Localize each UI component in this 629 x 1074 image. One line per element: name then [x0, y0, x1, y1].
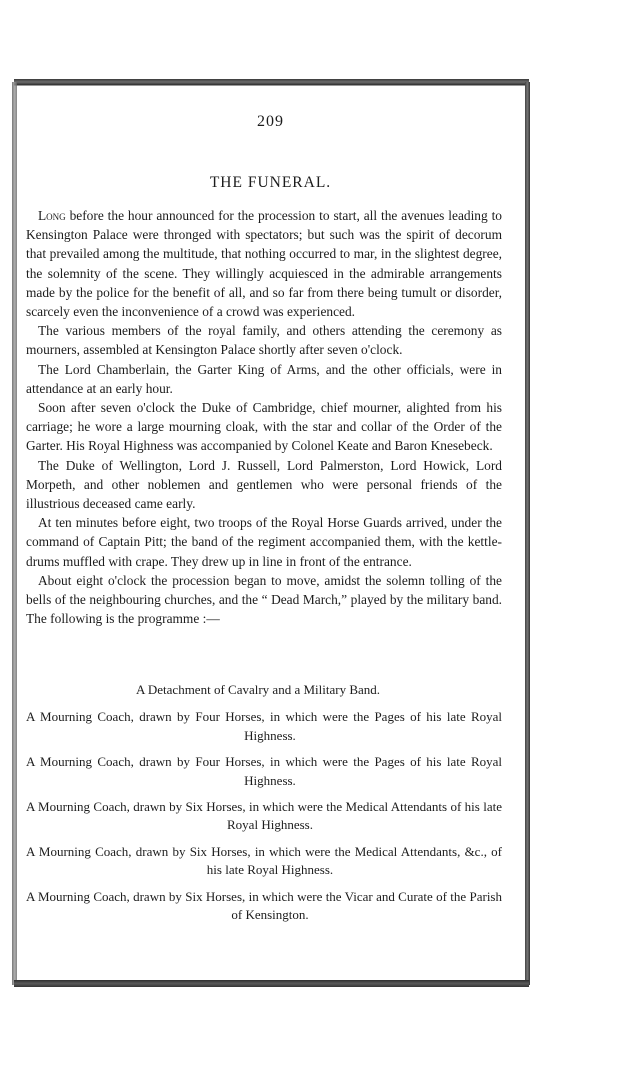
programme-item: A Mourning Coach, drawn by Six Horses, in which were the Medical Attendants, &c., of his late Royal Highness.: [26, 843, 502, 878]
programme-heading: A Detachment of Cavalry and a Military Band.: [135, 682, 381, 697]
paragraph-6: At ten minutes before eight, two troops of the Royal Horse Guards arrived, under the command of Captain Pitt; the band of the regiment accompanied them, with the kettle-drums muffled with crape. They drew up in line in front of the entrance.: [26, 515, 502, 569]
paragraph-2: The various members of the royal family, and others attending the ceremony as mourners, assembled at Kensington Palace shortly after seven o'clock.: [26, 323, 502, 358]
programme-item: A Mourning Coach, drawn by Six Horses, in which were the Medical Attendants of his late Royal Highness.: [26, 799, 502, 833]
page-border-right: [525, 82, 530, 985]
paragraph-4: Soon after seven o'clock the Duke of Cambridge, chief mourner, alighted from his carriage; he wore a large mourning cloak, with the star and collar of the Order of the Garter. His Royal Highness was accompanied by Colonel Keate and Baron Knesebeck.: [26, 400, 502, 454]
paragraph-1-text: before the hour announced for the procession to start, all the avenues leading to Kensington Palace were thronged with spectators; but such was the spirit of decorum that prevailed among the multitude, that nothing occurred to mar, in the slightest degree, the solemnity of the scene. They willingly acquiesced in the admirable arrangements made by the police for the benefit of all, and so far from there being tumult or disorder, scarcely even the inconvenience of a crowd was experienced.: [26, 208, 502, 320]
page-border-top: [14, 79, 529, 86]
programme-item: A Mourning Coach, drawn by Four Horses, in which were the Pages of his late Royal Highness.: [26, 754, 502, 788]
programme-list: [26, 681, 502, 932]
body-text: [26, 206, 502, 628]
page-border-left: [12, 82, 17, 985]
page-border-bottom: [14, 980, 529, 987]
paragraph-1-lead-word: Long: [38, 208, 66, 223]
programme-item: A Mourning Coach, drawn by Four Horses, in which were the Pages of his late Royal Highness.: [26, 709, 502, 743]
page-number: 209: [257, 113, 284, 130]
paragraph-5: The Duke of Wellington, Lord J. Russell, Lord Palmerston, Lord Howick, Lord Morpeth, and other noblemen and gentlemen who were personal friends of the illustrious deceased came early.: [26, 457, 502, 512]
paragraph-1: [26, 206, 502, 321]
programme-item: A Mourning Coach, drawn by Six Horses, in which were the Vicar and Curate of the Parish of Kensington.: [26, 888, 502, 923]
paragraph-7: About eight o'clock the procession began to move, amidst the solemn tolling of the bells of the neighbouring churches, and the “ Dead March,” played by the military band. The following is the programme :—: [26, 572, 502, 627]
paragraph-3: The Lord Chamberlain, the Garter King of Arms, and the other officials, were in attendance at an early hour.: [26, 361, 502, 396]
chapter-title: THE FUNERAL.: [209, 174, 332, 191]
